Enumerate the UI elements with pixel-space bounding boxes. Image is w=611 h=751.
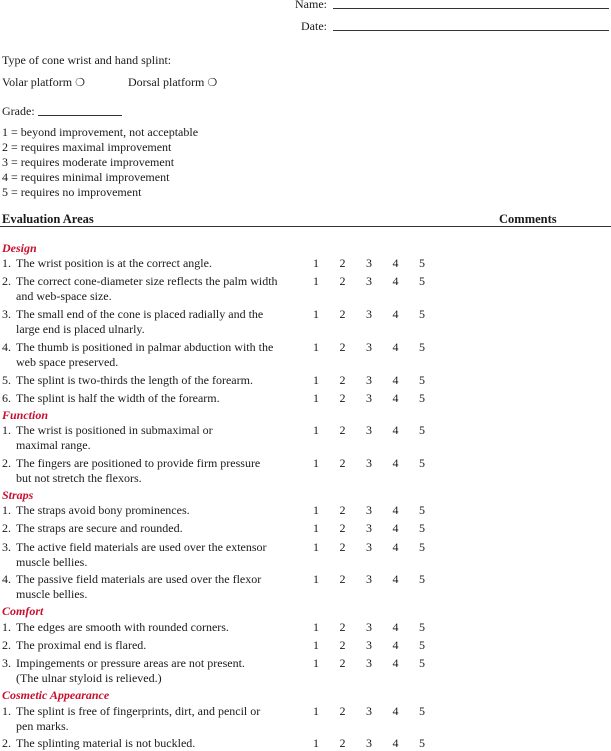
rating-option[interactable]: 4 <box>392 307 399 321</box>
criterion-text: The correct cone-diameter size reflects the palm width <box>16 274 278 288</box>
rating-option[interactable]: 5 <box>419 620 425 634</box>
criterion-number: 2. <box>2 638 11 652</box>
rating-option[interactable]: 5 <box>419 373 425 387</box>
criterion-number: 4. <box>2 340 11 354</box>
criterion-item <box>2 656 302 686</box>
rating-option[interactable]: 4 <box>392 638 399 652</box>
rating-option[interactable]: 2 <box>339 456 346 470</box>
section-title: Design <box>2 241 37 255</box>
rating-option[interactable]: 2 <box>339 521 346 535</box>
criterion-text: The straps are secure and rounded. <box>16 521 183 535</box>
criterion-text-continued: web space preserved. <box>16 355 119 369</box>
rating-option[interactable]: 1 <box>313 736 319 750</box>
rating-option[interactable]: 4 <box>392 423 399 437</box>
splint-type-prompt: Type of cone wrist and hand splint: <box>2 53 172 67</box>
criterion-item <box>2 456 302 486</box>
criterion-item <box>2 256 302 271</box>
criterion-number: 1. <box>2 423 11 437</box>
rating-option[interactable]: 1 <box>313 572 319 586</box>
criterion-number: 1. <box>2 704 11 718</box>
criterion-item <box>2 704 302 734</box>
rating-option[interactable]: 2 <box>339 503 346 517</box>
rating-option[interactable]: 5 <box>419 521 425 535</box>
criterion-text: The wrist position is at the correct angle. <box>16 256 212 270</box>
criterion-text: The thumb is positioned in palmar abduction with the <box>16 340 274 354</box>
volar-radio-icon[interactable]: ❍ <box>75 77 85 89</box>
criterion-text: The active field materials are used over the extensor <box>16 540 267 554</box>
legend-item: 3 = requires moderate improvement <box>2 155 175 169</box>
rating-option[interactable]: 2 <box>339 572 346 586</box>
rating-option[interactable]: 2 <box>339 274 346 288</box>
scale-legend <box>2 125 198 200</box>
rating-option[interactable]: 5 <box>419 307 425 321</box>
criterion-text-continued: pen marks. <box>16 719 69 733</box>
criterion-text: The splint is half the width of the forearm. <box>16 391 220 405</box>
rating-option[interactable]: 1 <box>313 307 319 321</box>
rating-scale <box>310 620 428 635</box>
rating-option[interactable]: 1 <box>313 423 319 437</box>
rating-option[interactable]: 4 <box>392 503 399 517</box>
rating-option[interactable]: 3 <box>366 521 372 535</box>
criterion-item <box>2 307 302 337</box>
rating-option[interactable]: 1 <box>313 456 319 470</box>
rating-option[interactable]: 5 <box>419 274 425 288</box>
legend-item: 5 = requires no improvement <box>2 185 142 199</box>
date-label: Date: <box>301 19 327 33</box>
rating-scale <box>310 391 428 406</box>
criterion-item <box>2 423 302 453</box>
rating-option[interactable]: 3 <box>366 638 372 652</box>
rating-option[interactable]: 5 <box>419 656 425 670</box>
criterion-text: The splinting material is not buckled. <box>16 736 196 750</box>
option-volar[interactable] <box>2 75 85 91</box>
option-volar-label: Volar platform <box>2 75 73 89</box>
rating-scale <box>310 521 428 536</box>
criterion-item <box>2 572 302 602</box>
option-dorsal-label: Dorsal platform <box>128 75 205 89</box>
grade-field[interactable] <box>38 115 122 116</box>
rating-option[interactable]: 4 <box>392 656 399 670</box>
rating-option[interactable]: 2 <box>339 620 346 634</box>
criterion-text: The passive field materials are used over the flexor <box>16 572 262 586</box>
rating-option[interactable]: 4 <box>392 274 399 288</box>
rating-option[interactable]: 1 <box>313 340 319 354</box>
rating-option[interactable]: 4 <box>392 736 399 750</box>
criterion-number: 2. <box>2 274 11 288</box>
rating-scale <box>310 638 428 653</box>
grade-label: Grade: <box>2 104 35 118</box>
legend-item: 2 = requires maximal improvement <box>2 140 172 154</box>
rating-option[interactable]: 2 <box>339 307 346 321</box>
rating-option[interactable]: 3 <box>366 256 372 270</box>
criterion-text: The small end of the cone is placed radially and the <box>16 307 264 321</box>
rating-option[interactable]: 4 <box>392 540 399 554</box>
name-label: Name: <box>295 0 327 11</box>
criterion-number: 2. <box>2 521 11 535</box>
rating-option[interactable]: 1 <box>313 656 319 670</box>
rating-option[interactable]: 4 <box>392 521 399 535</box>
criterion-text: The splint is free of fingerprints, dirt, and pencil or <box>16 704 261 718</box>
rating-option[interactable]: 5 <box>419 456 425 470</box>
criterion-item <box>2 521 302 536</box>
criterion-number: 3. <box>2 307 11 321</box>
rating-option[interactable]: 4 <box>392 456 399 470</box>
rating-option[interactable]: 2 <box>339 340 346 354</box>
date-field[interactable] <box>333 30 609 31</box>
rating-option[interactable]: 5 <box>419 391 425 405</box>
rating-option[interactable]: 5 <box>419 704 425 718</box>
rating-scale <box>310 423 428 438</box>
rating-option[interactable]: 1 <box>313 638 319 652</box>
rating-option[interactable]: 1 <box>313 274 319 288</box>
dorsal-radio-icon[interactable]: ❍ <box>207 77 218 89</box>
rating-scale <box>310 373 428 388</box>
rating-option[interactable]: 2 <box>339 256 346 270</box>
rating-option[interactable]: 3 <box>366 736 372 750</box>
criterion-number: 1. <box>2 503 11 517</box>
criterion-number: 1. <box>2 620 11 634</box>
rating-option[interactable]: 2 <box>339 373 346 387</box>
criterion-item <box>2 373 302 388</box>
criterion-text: The straps avoid bony prominences. <box>16 503 190 517</box>
rating-scale <box>310 704 428 719</box>
section-title: Function <box>2 408 49 422</box>
criterion-number: 3. <box>2 656 11 670</box>
criterion-text-continued: but not stretch the flexors. <box>16 471 142 485</box>
rating-option[interactable]: 3 <box>366 373 372 387</box>
section-title: Comfort <box>2 604 44 618</box>
legend-item: 4 = requires minimal improvement <box>2 170 170 184</box>
criterion-text-continued: and web-space size. <box>16 289 112 303</box>
criterion-text-continued: muscle bellies. <box>16 587 88 601</box>
comments-heading: Comments <box>499 212 557 226</box>
rating-option[interactable]: 5 <box>419 340 425 354</box>
rating-option[interactable]: 3 <box>366 274 372 288</box>
criterion-text: The proximal end is flared. <box>16 638 147 652</box>
criterion-number: 1. <box>2 256 11 270</box>
rating-option[interactable]: 1 <box>313 620 319 634</box>
rating-option[interactable]: 1 <box>313 540 319 554</box>
rating-option[interactable]: 3 <box>366 656 372 670</box>
criterion-number: 4. <box>2 572 11 586</box>
rating-option[interactable]: 5 <box>419 503 425 517</box>
rating-option[interactable]: 4 <box>392 373 399 387</box>
rating-scale <box>310 540 428 555</box>
criterion-number: 6. <box>2 391 11 405</box>
rating-option[interactable]: 5 <box>419 540 425 554</box>
criterion-item <box>2 340 302 370</box>
rating-option[interactable]: 1 <box>313 704 319 718</box>
rating-option[interactable]: 2 <box>339 638 346 652</box>
rating-scale <box>310 736 428 751</box>
rating-option[interactable]: 1 <box>313 521 319 535</box>
rating-option[interactable]: 3 <box>366 391 372 405</box>
rating-option[interactable]: 3 <box>366 540 372 554</box>
criterion-text: The edges are smooth with rounded corners. <box>16 620 229 634</box>
rating-scale <box>310 572 428 587</box>
rating-option[interactable]: 4 <box>392 572 399 586</box>
header-divider <box>0 226 611 227</box>
criterion-item <box>2 503 302 518</box>
criterion-text-continued: large end is placed ulnarly. <box>16 322 145 336</box>
rating-option[interactable]: 3 <box>366 620 372 634</box>
rating-option[interactable]: 2 <box>339 423 346 437</box>
rating-option[interactable]: 2 <box>339 540 346 554</box>
rating-option[interactable]: 5 <box>419 638 425 652</box>
rating-option[interactable]: 4 <box>392 391 399 405</box>
rating-option[interactable]: 3 <box>366 572 372 586</box>
criterion-item <box>2 540 302 570</box>
rating-option[interactable]: 3 <box>366 340 372 354</box>
rating-scale <box>310 656 428 671</box>
rating-scale <box>310 456 428 471</box>
rating-scale <box>310 274 428 289</box>
rating-scale <box>310 340 428 355</box>
criterion-number: 2. <box>2 736 11 750</box>
criterion-number: 5. <box>2 373 11 387</box>
rating-option[interactable]: 2 <box>339 391 346 405</box>
section-title: Cosmetic Appearance <box>2 688 110 702</box>
rating-option[interactable]: 5 <box>419 256 425 270</box>
rating-option[interactable]: 2 <box>339 704 346 718</box>
evaluation-areas-heading: Evaluation Areas <box>2 212 94 226</box>
rating-option[interactable]: 2 <box>339 656 346 670</box>
rating-option[interactable]: 1 <box>313 503 319 517</box>
rating-option[interactable]: 4 <box>392 256 399 270</box>
criterion-text: The splint is two-thirds the length of the forearm. <box>16 373 253 387</box>
criterion-text-continued: muscle bellies. <box>16 555 88 569</box>
criterion-item <box>2 391 302 406</box>
rating-option[interactable]: 3 <box>366 704 372 718</box>
rating-option[interactable]: 1 <box>313 373 319 387</box>
criterion-number: 2. <box>2 456 11 470</box>
rating-option[interactable]: 5 <box>419 572 425 586</box>
rating-scale <box>310 256 428 271</box>
rating-option[interactable]: 3 <box>366 456 372 470</box>
rating-option[interactable]: 1 <box>313 391 319 405</box>
rating-option[interactable]: 4 <box>392 340 399 354</box>
rating-option[interactable]: 1 <box>313 256 319 270</box>
rating-option[interactable]: 4 <box>392 620 399 634</box>
criterion-item <box>2 274 302 304</box>
rating-option[interactable]: 2 <box>339 736 346 750</box>
rating-scale <box>310 503 428 518</box>
criterion-item <box>2 620 302 635</box>
legend-item: 1 = beyond improvement, not acceptable <box>2 125 199 139</box>
criterion-item <box>2 736 302 751</box>
rating-scale <box>310 307 428 322</box>
rating-option[interactable]: 4 <box>392 704 399 718</box>
criterion-text-continued: (The ulnar styloid is relieved.) <box>16 671 162 685</box>
criterion-number: 3. <box>2 540 11 554</box>
rating-option[interactable]: 5 <box>419 423 425 437</box>
option-dorsal[interactable] <box>128 75 217 91</box>
name-field[interactable] <box>333 8 609 9</box>
section-title: Straps <box>2 488 34 502</box>
rating-option[interactable]: 3 <box>366 423 372 437</box>
criterion-text-continued: maximal range. <box>16 438 91 452</box>
criterion-item <box>2 638 302 653</box>
criterion-text: The fingers are positioned to provide firm pressure <box>16 456 261 470</box>
criterion-text: The wrist is positioned in submaximal or <box>16 423 213 437</box>
rating-option[interactable]: 3 <box>366 307 372 321</box>
rating-option[interactable]: 5 <box>419 736 425 750</box>
rating-option[interactable]: 3 <box>366 503 372 517</box>
criterion-text: Impingements or pressure areas are not present. <box>16 656 245 670</box>
